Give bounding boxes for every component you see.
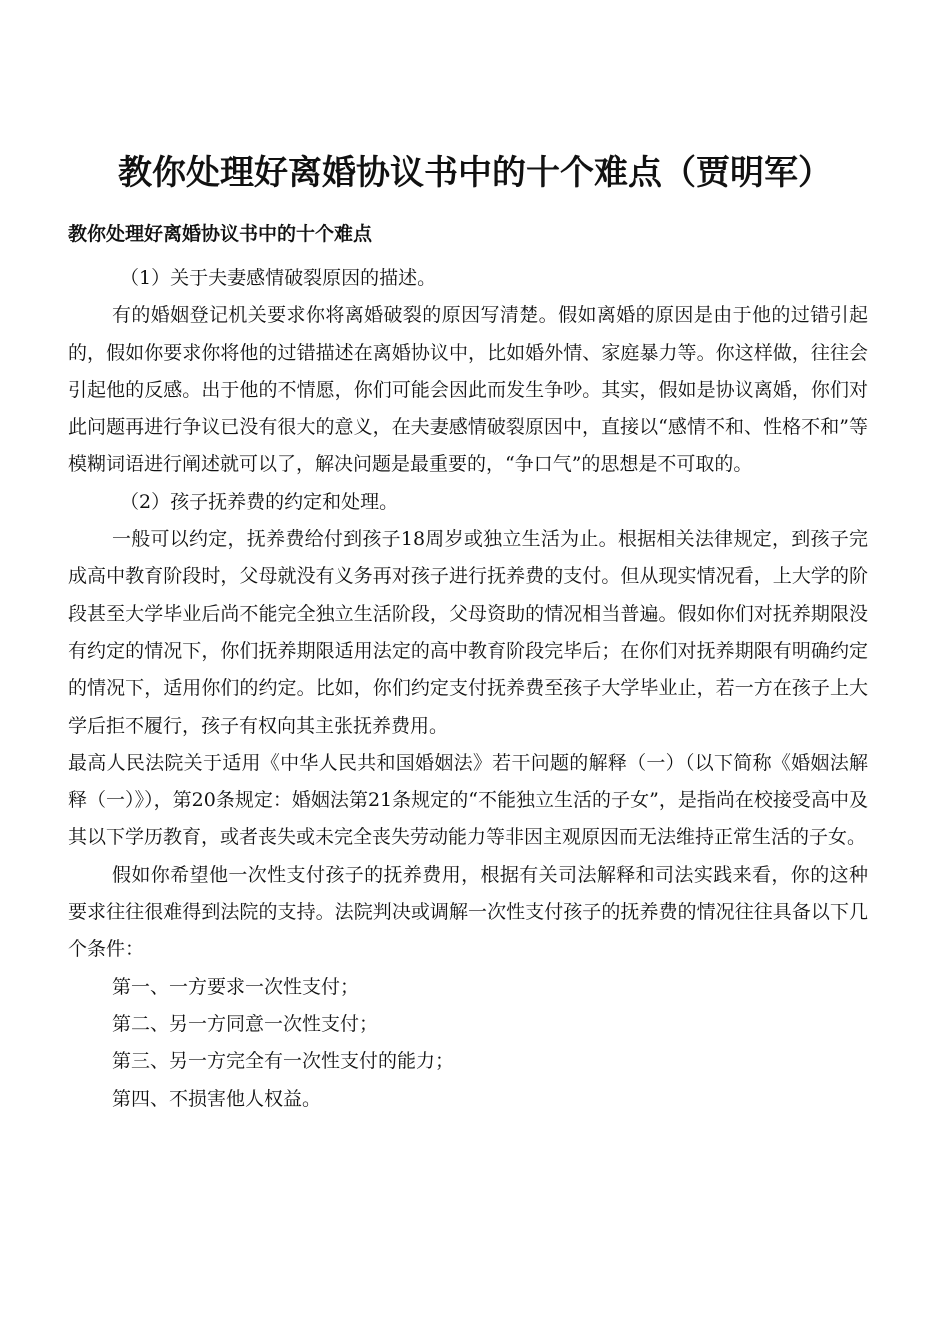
condition-item: 第四、不损害他人权益。 — [112, 1087, 322, 1110]
condition-item: 第三、另一方完全有一次性支付的能力； — [112, 1050, 455, 1073]
body-paragraph: 最高人民法院关于适用《中华人民共和国婚姻法》若干问题的解释（一）（以下简称《婚姻法解释（一）》），第20条规定：婚姻法第21条规定的“不能独立生活的子女”，是指尚在校接受高中及其以下学历教育，或者丧失或未完全丧失劳动能力等非因主观原因而无法维持正常生活的子女。 — [68, 751, 868, 849]
document-subtitle: 教你处理好离婚协议书中的十个难点 — [68, 223, 373, 245]
body-paragraph: 有的婚姻登记机关要求你将离婚破裂的原因写清楚。假如离婚的原因是由于他的过错引起的，假如你要求你将他的过错描述在离婚协议中，比如婚外情、家庭暴力等。你这样做，往往会引起他的反感。出于他的不情愿，你们可能会因此而发生争吵。其实，假如是协议离婚，你们对此问题再进行争议已没有很大的意义，在夫妻感情破裂原因中，直接以“感情不和、性格不和”等模糊词语进行阐述就可以了，解决问题是最重要的，“争口气”的思想是不可取的。 — [68, 304, 868, 476]
document-title: 教你处理好离婚协议书中的十个难点（贾明军） — [118, 153, 832, 193]
section-heading-2: （2）孩子抚养费的约定和处理。 — [120, 490, 399, 513]
document-body — [68, 260, 868, 1118]
body-paragraph: 假如你希望他一次性支付孩子的抚养费用，根据有关司法解释和司法实践来看，你的这种要求往往很难得到法院的支持。法院判决或调解一次性支付孩子的抚养费的情况往往具备以下几个条件： — [68, 863, 868, 961]
condition-item: 第一、一方要求一次性支付； — [112, 975, 360, 998]
condition-item: 第二、另一方同意一次性支付； — [112, 1012, 379, 1035]
section-heading-1: （1）关于夫妻感情破裂原因的描述。 — [120, 267, 437, 289]
body-paragraph: 一般可以约定，抚养费给付到孩子18周岁或独立生活为止。根据相关法律规定，到孩子完成高中教育阶段时，父母就没有义务再对孩子进行抚养费的支付。但从现实情况看，上大学的阶段甚至大学毕业后尚不能完全独立生活阶段，父母资助的情况相当普遍。假如你们对抚养期限没有约定的情况下，你们抚养期限适用法定的高中教育阶段完毕后；在你们对抚养期限有明确约定的情况下，适用你们的约定。比如，你们约定支付抚养费至孩子大学毕业止，若一方在孩子上大学后拒不履行，孩子有权向其主张抚养费用。 — [68, 528, 868, 737]
